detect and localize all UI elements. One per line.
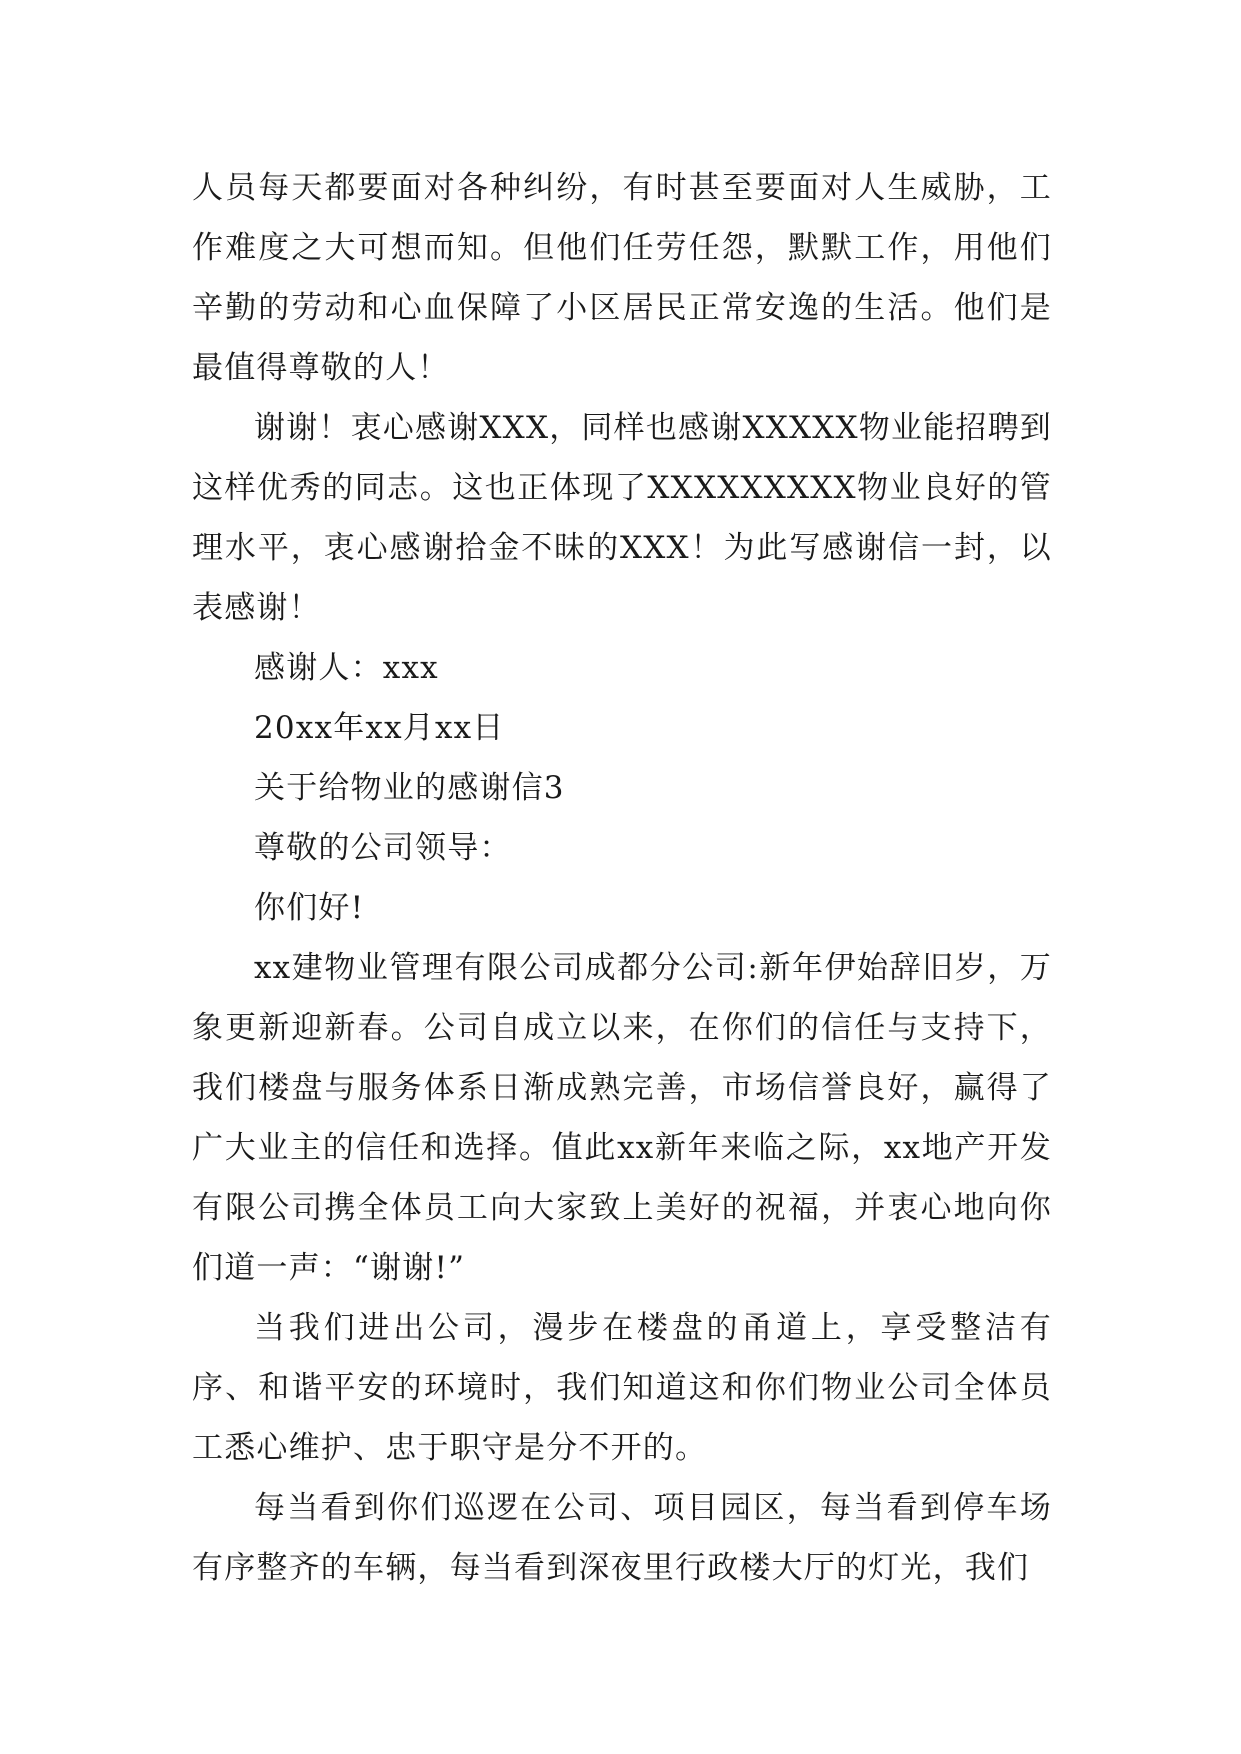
paragraph-2: 谢谢！衷心感谢XXX，同样也感谢XXXXX物业能招聘到这样优秀的同志。这也正体现了XXXXXXXXX物业良好的管理水平，衷心感谢拾金不昧的XXX！为此写感谢信一封，以表感谢！	[192, 410, 1052, 626]
paragraph-10: 每当看到你们巡逻在公司、项目园区，每当看到停车场有序整齐的车辆，每当看到深夜里行政楼大厅的灯光，我们	[192, 1490, 1052, 1586]
date-line: 20xx年xx月xx日	[254, 710, 505, 746]
paragraph-8: xx建物业管理有限公司成都分公司:新年伊始辞旧岁，万象更新迎新春。公司自成立以来，在你们的信任与支持下，我们楼盘与服务体系日渐成熟完善，市场信誉良好，赢得了广大业主的信任和选择。值此xx新年来临之际，xx地产开发有限公司携全体员工向大家致上美好的祝福，并衷心地向你们道一声：“谢谢!”	[192, 950, 1052, 1286]
paragraph-1: 人员每天都要面对各种纠纷，有时甚至要面对人生威胁，工作难度之大可想而知。但他们任劳任怨，默默工作，用他们辛勤的劳动和心血保障了小区居民正常安逸的生活。他们是最值得尊敬的人！	[192, 170, 1052, 386]
thanker-line: 感谢人：xxx	[254, 650, 439, 686]
document-body	[192, 158, 1052, 1598]
salutation: 尊敬的公司领导：	[254, 830, 512, 866]
paragraph-9: 当我们进出公司，漫步在楼盘的甬道上，享受整洁有序、和谐平安的环境时，我们知道这和你们物业公司全体员工悉心维护、忠于职守是分不开的。	[192, 1310, 1052, 1466]
greeting: 你们好!	[254, 890, 365, 926]
letter-title: 关于给物业的感谢信3	[254, 770, 565, 806]
